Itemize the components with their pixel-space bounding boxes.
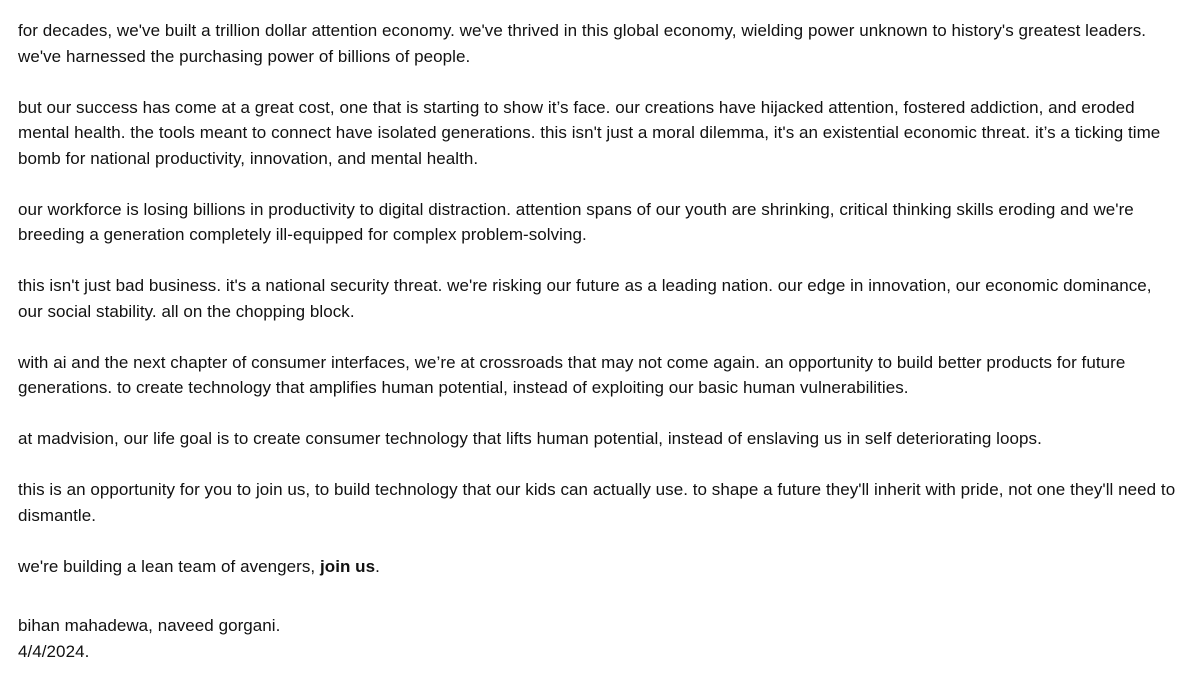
paragraph-national-security: this isn't just bad business. it's a national security threat. we're risking our future as a leading nation. our edge in innovation, our economic dominance, our social stability. all on the chopping block.	[18, 276, 1152, 321]
join-us-link[interactable]: join us	[319, 556, 376, 576]
closing-tail-text: .	[375, 556, 380, 576]
paragraph-workforce: our workforce is losing billions in productivity to digital distraction. attention spans of our youth are shrinking, critical thinking skills eroding and we're breeding a generation completely ill-equipped for complex problem-solving.	[18, 199, 1134, 244]
closing-lead-text: we're building a lean team of avengers,	[18, 556, 320, 576]
signature-authors: bihan mahadewa, naveed gorgani.	[18, 616, 281, 635]
signature-date: 4/4/2024.	[18, 641, 90, 661]
closing-line	[18, 554, 1178, 580]
paragraph-madvision-goal: at madvision, our life goal is to create consumer technology that lifts human potential, instead of enslaving us in self deteriorating loops.	[18, 429, 1042, 448]
manifesto-letter	[18, 18, 1178, 664]
signature-block	[18, 613, 1178, 664]
paragraph-attention-economy: for decades, we've built a trillion dollar attention economy. we've thrived in this global economy, wielding power unknown to history's greatest leaders. we've harnessed the purchasing power of billions of people.	[18, 21, 1147, 66]
paragraph-opportunity: this is an opportunity for you to join us, to build technology that our kids can actually use. to shape a future they'll inherit with pride, not one they'll need to dismantle.	[18, 480, 1176, 525]
paragraph-ai-crossroads: with ai and the next chapter of consumer interfaces, we’re at crossroads that may not come again. an opportunity to build better products for future generations. to create technology that amplifies human potential, instead of exploiting our basic human vulnerabilities.	[18, 352, 1126, 397]
paragraph-cost-of-success: but our success has come at a great cost, one that is starting to show it’s face. our creations have hijacked attention, fostered addiction, and eroded mental health. the tools meant to connect have isolated generations. this isn't just a moral dilemma, it's an existential economic threat. it’s a ticking time bomb for national productivity, innovation, and mental health.	[18, 97, 1161, 168]
